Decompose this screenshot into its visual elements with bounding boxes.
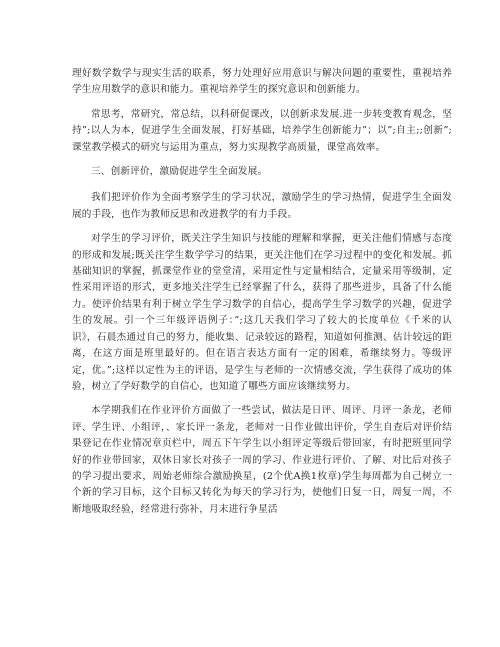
paragraph-evaluation-purpose: 我们把评价作为全面考察学生的学习状况，激励学生的学习热情，促进学生全面发展的手段，也作为教师反思和改进教学的有力手段。 bbox=[72, 192, 452, 220]
paragraph-reflection: 常思考，常研究，常总结，以科研促课改，以创新求发展.进一步转变教育观念，坚持”;以人为本，促进学生全面发展，打好基础，培养学生创新能力”；以”;自主;;创新”;课堂教学模式的研究与运用为重点，努力实现教学高质量，课堂高效率。 bbox=[72, 108, 452, 153]
paragraph-homework-evaluation: 本学期我们在作业评价方面做了一些尝试，做法是日评、周评、月评一条龙，老师评、学生评、小组评，、家长评一条龙，老师对一日作业做出评价，学生自查后对评价结果登记在作业情况章页栏中，周五下午学生以小组评定等级后带回家，有时把班里同学好的作业带回家，双休日家长对孩子一周的学习、作业进行评价、了解、对比后对孩子的学习提出要求，周始老师综合激励换星，(2个优A换1枚章)学生每周都为自己树立一个新的学习目标，这个目标又转化为每天的学习行为，使他们日复一日，周复一周，不断地吸取经验，经常进行弥补，月末进行争星活 bbox=[72, 405, 452, 515]
section-heading: 三、创新评价，激励促进学生全面发展。 bbox=[91, 166, 268, 178]
paragraph-student-evaluation: 对学生的学习评价，既关注学生知识与技能的理解和掌握，更关注他们情感与态度的形成和发展;既关注学生数学学习的结果，更关注他们在学习过程中的变化和发展。抓基础知识的掌握，抓课堂作业的堂堂清，采用定性与定量相结合，定量采用等级制，定性采用评语的形式，更多地关注学生已经掌握了什么，获得了那些进步，具备了什么能力。使评价结果有利于树立学生学习数学的自信心，提高学生学习数学的兴趣，促进学生的发展。引一个三年级评语例子：”;这几天我们学习了较大的长度单位《千米的认识》，石晨杰通过自己的努力，能收集、记录较远的路程，知道如何推测、估计较远的距离，在这方面是班里最好的。但在语言表达方面有一定的困难，希继续努力。等级评定，优。”;这样以定性为主的评语，是学生与老师的一次情感交流，学生获得了成功的体验，树立了学好数学的自信心，也知道了哪些方面应该继续努力。 bbox=[72, 233, 452, 392]
paragraph-intro: 理好数学数学与现实生活的联系，努力处理好应用意识与解决问题的重要性，重视培养学生应用数学的意识和能力。重视培养学生的探究意识和创新能力。 bbox=[72, 68, 452, 96]
